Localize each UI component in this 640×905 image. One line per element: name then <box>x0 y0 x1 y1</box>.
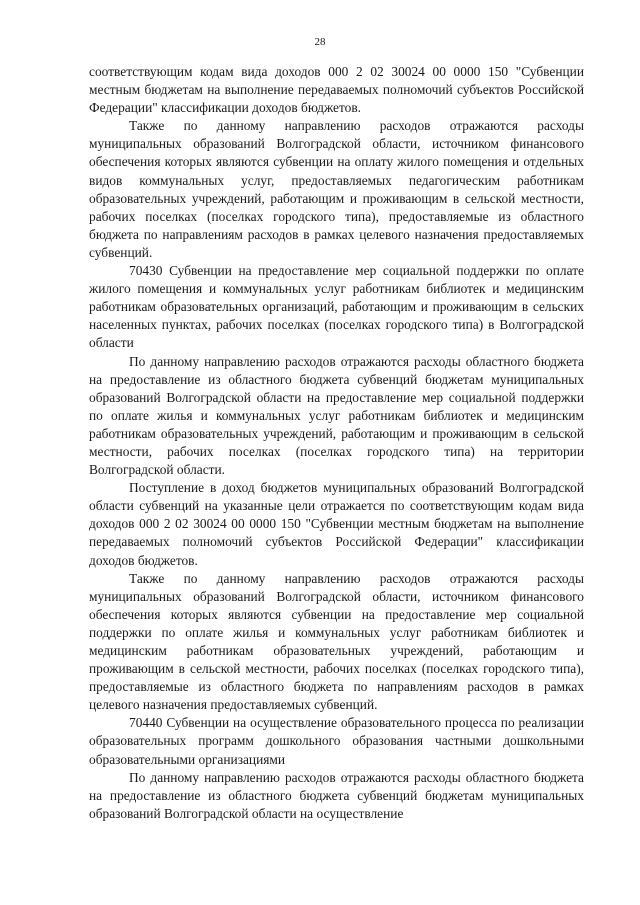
paragraph-heading-70430: 70430 Субвенции на предоставление мер социальной поддержки по оплате жилого помещения и коммунальных услуг работникам библиотек и медицинским работникам образовательных организаций, работающим и проживающим в сельских населенных пунктах, рабочих поселках (поселках городского типа) в Волгоградской области <box>89 263 584 351</box>
paragraph-heading-70440: 70440 Субвенции на осуществление образовательного процесса по реализации образовательных программ дошкольного образования частными дошкольными образовательными организациями <box>89 715 584 767</box>
paragraph-municipal-expenses-70430: Также по данному направлению расходов отражаются расходы муниципальных образований Волгоградской области, источником финансового обеспечения которых являются субвенции на предоставление мер социальной поддержки по оплате жилья и коммунальных услуг работникам библиотек и медицинским работникам образовательных учреждений, работающим и проживающим в сельской местности, рабочих поселках (поселках городского типа), предоставляемые из областного бюджета по направлениям расходов в рамках целевого назначения предоставляемых субвенций. <box>89 570 584 713</box>
paragraph-income-codes-continued: соответствующим кодам вида доходов 000 2 02 30024 00 0000 150 "Субвенции местным бюджетам на выполнение передаваемых полномочий субъектов Российской Федерации" классификации доходов бюджетов. <box>89 64 584 116</box>
page-number: 28 <box>314 36 326 48</box>
paragraph-regional-expenses-70430: По данному направлению расходов отражаются расходы областного бюджета на предоставление из областного бюджета субвенций бюджетам муниципальных образований Волгоградской области на предоставление мер социальной поддержки по оплате жилья и коммунальных услуг работникам библиотек и медицинским работникам образовательных учреждений, работающим и проживающим в сельской местности, рабочих поселках (поселках городского типа) на территории Волгоградской области. <box>89 353 584 478</box>
paragraph-municipal-expenses-teachers: Также по данному направлению расходов отражаются расходы муниципальных образований Волгоградской области, источником финансового обеспечения которых являются субвенции на оплату жилого помещения и отдельных видов коммунальных услуг, предоставляемых педагогическим работникам образовательных учреждений, работающим и проживающим в сельской местности, рабочих поселках (поселках городского типа), предоставляемые из областного бюджета по направлениям расходов в рамках целевого назначения предоставляемых субвенций. <box>89 118 584 260</box>
paragraph-regional-expenses-70440: По данному направлению расходов отражаются расходы областного бюджета на предоставление из областного бюджета субвенций бюджетам муниципальных образований Волгоградской области на осуществление <box>89 769 584 821</box>
document-body <box>89 63 584 823</box>
paragraph-income-codes-70430: Поступление в доход бюджетов муниципальных образований Волгоградской области субвенций на указанные цели отражается по соответствующим кодам вида доходов 000 2 02 30024 00 0000 150 "Субвенции местным бюджетам на выполнение передаваемых полномочий субъектов Российской Федерации" классификации доходов бюджетов. <box>89 480 584 568</box>
